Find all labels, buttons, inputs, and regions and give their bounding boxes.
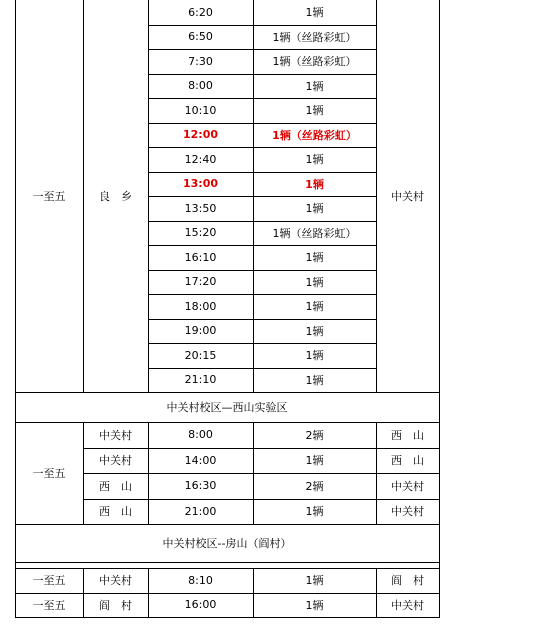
table-rule — [253, 568, 254, 617]
table-rule — [15, 392, 16, 422]
table-rule — [83, 499, 440, 500]
bus-count: 1辆 — [305, 79, 324, 93]
table-rule — [148, 49, 377, 50]
destination-stop: 阎 村 — [391, 574, 424, 588]
origin-stop: 中关村 — [99, 454, 132, 468]
weekday-range: 一至五 — [32, 574, 66, 588]
table-rule — [15, 0, 16, 392]
section-title: 中关村校区--房山（阎村） — [162, 537, 292, 550]
table-rule — [83, 422, 84, 524]
table-rule — [148, 98, 377, 99]
weekday-range: 一至五 — [32, 190, 66, 203]
bus-count: 1辆（丝路彩虹） — [272, 128, 357, 142]
bus-count: 2辆 — [305, 479, 324, 493]
bus-count: 1辆 — [305, 177, 324, 191]
bus-count: 1辆（丝路彩虹） — [272, 226, 357, 240]
table-rule — [148, 422, 149, 524]
table-rule — [15, 617, 440, 618]
table-rule — [148, 74, 377, 75]
table-rule — [148, 221, 377, 222]
table-rule — [148, 319, 377, 320]
table-rule — [15, 524, 16, 562]
table-rule — [148, 123, 377, 124]
departure-time: 12:00 — [182, 128, 218, 142]
departure-time: 15:20 — [184, 226, 217, 240]
departure-time: 10:10 — [184, 103, 217, 117]
departure-time: 8:10 — [188, 573, 213, 587]
bus-count: 1辆 — [305, 324, 324, 338]
table-rule — [148, 294, 377, 295]
departure-time: 13:50 — [184, 201, 217, 215]
table-rule — [15, 562, 440, 563]
departure-time: 13:00 — [182, 177, 218, 191]
bus-count: 1辆（丝路彩虹） — [272, 55, 357, 69]
origin-stop: 西 山 — [99, 479, 132, 493]
departure-time: 16:10 — [184, 250, 217, 264]
departure-time: 8:00 — [188, 79, 213, 93]
bus-count: 1辆 — [305, 454, 324, 468]
destination-stop: 中关村 — [391, 479, 424, 493]
departure-time: 6:20 — [188, 5, 213, 19]
weekday-range: 一至五 — [32, 467, 66, 480]
table-rule — [15, 422, 16, 524]
destination-stop: 西 山 — [391, 454, 424, 468]
bus-count: 1辆 — [305, 251, 324, 265]
bus-count: 1辆（丝路彩虹） — [272, 30, 357, 44]
table-rule — [376, 0, 377, 392]
departure-time: 14:00 — [184, 453, 217, 467]
destination-stop: 西 山 — [391, 428, 424, 442]
table-rule — [253, 422, 254, 524]
table-rule — [83, 473, 440, 474]
table-rule — [439, 568, 440, 617]
table-rule — [376, 422, 377, 524]
origin-stop: 中关村 — [99, 574, 132, 588]
weekday-range: 一至五 — [32, 598, 66, 612]
table-rule — [439, 0, 440, 392]
destination-stop: 中关村 — [391, 505, 424, 519]
table-rule — [148, 343, 377, 344]
departure-time: 7:30 — [188, 54, 213, 68]
table-rule — [439, 392, 440, 422]
bus-count: 1辆 — [305, 275, 324, 289]
bus-count: 1辆 — [305, 104, 324, 118]
departure-time: 20:15 — [184, 348, 217, 362]
bus-count: 1辆 — [305, 349, 324, 363]
bus-count: 1辆 — [305, 598, 324, 612]
origin-stop: 阎 村 — [99, 598, 132, 612]
departure-time: 8:00 — [188, 428, 213, 442]
departure-time: 16:00 — [184, 598, 217, 612]
bus-count: 1辆 — [305, 6, 324, 20]
table-rule — [148, 270, 377, 271]
table-rule — [148, 568, 149, 617]
table-rule — [376, 568, 377, 617]
departure-time: 6:50 — [188, 30, 213, 44]
origin-stop: 中关村 — [99, 428, 132, 442]
table-rule — [83, 568, 84, 617]
bus-count: 1辆 — [305, 574, 324, 588]
bus-count: 1辆 — [305, 153, 324, 167]
departure-time: 21:00 — [184, 504, 217, 518]
table-rule — [15, 568, 16, 617]
origin-stop: 良 乡 — [99, 190, 132, 203]
destination-stop: 中关村 — [391, 598, 424, 612]
departure-time: 17:20 — [184, 275, 217, 289]
departure-time: 19:00 — [184, 324, 217, 338]
departure-time: 16:30 — [184, 479, 217, 493]
table-rule — [253, 0, 254, 392]
table-rule — [148, 368, 377, 369]
departure-time: 18:00 — [184, 299, 217, 313]
table-rule — [83, 0, 84, 392]
destination-stop: 中关村 — [391, 190, 424, 203]
origin-stop: 西 山 — [99, 505, 132, 519]
bus-count: 1辆 — [305, 373, 324, 387]
table-rule — [148, 25, 377, 26]
bus-count: 1辆 — [305, 505, 324, 519]
table-rule — [148, 147, 377, 148]
table-rule — [148, 196, 377, 197]
bus-count: 1辆 — [305, 202, 324, 216]
table-rule — [148, 0, 149, 392]
departure-time: 21:10 — [184, 373, 217, 387]
table-rule — [83, 448, 440, 449]
departure-time: 12:40 — [184, 152, 217, 166]
bus-count: 2辆 — [305, 428, 324, 442]
table-rule — [148, 245, 377, 246]
table-rule — [439, 422, 440, 524]
table-rule — [439, 524, 440, 562]
bus-count: 1辆 — [305, 300, 324, 314]
table-rule — [148, 172, 377, 173]
section-title: 中关村校区—西山实验区 — [166, 401, 288, 414]
